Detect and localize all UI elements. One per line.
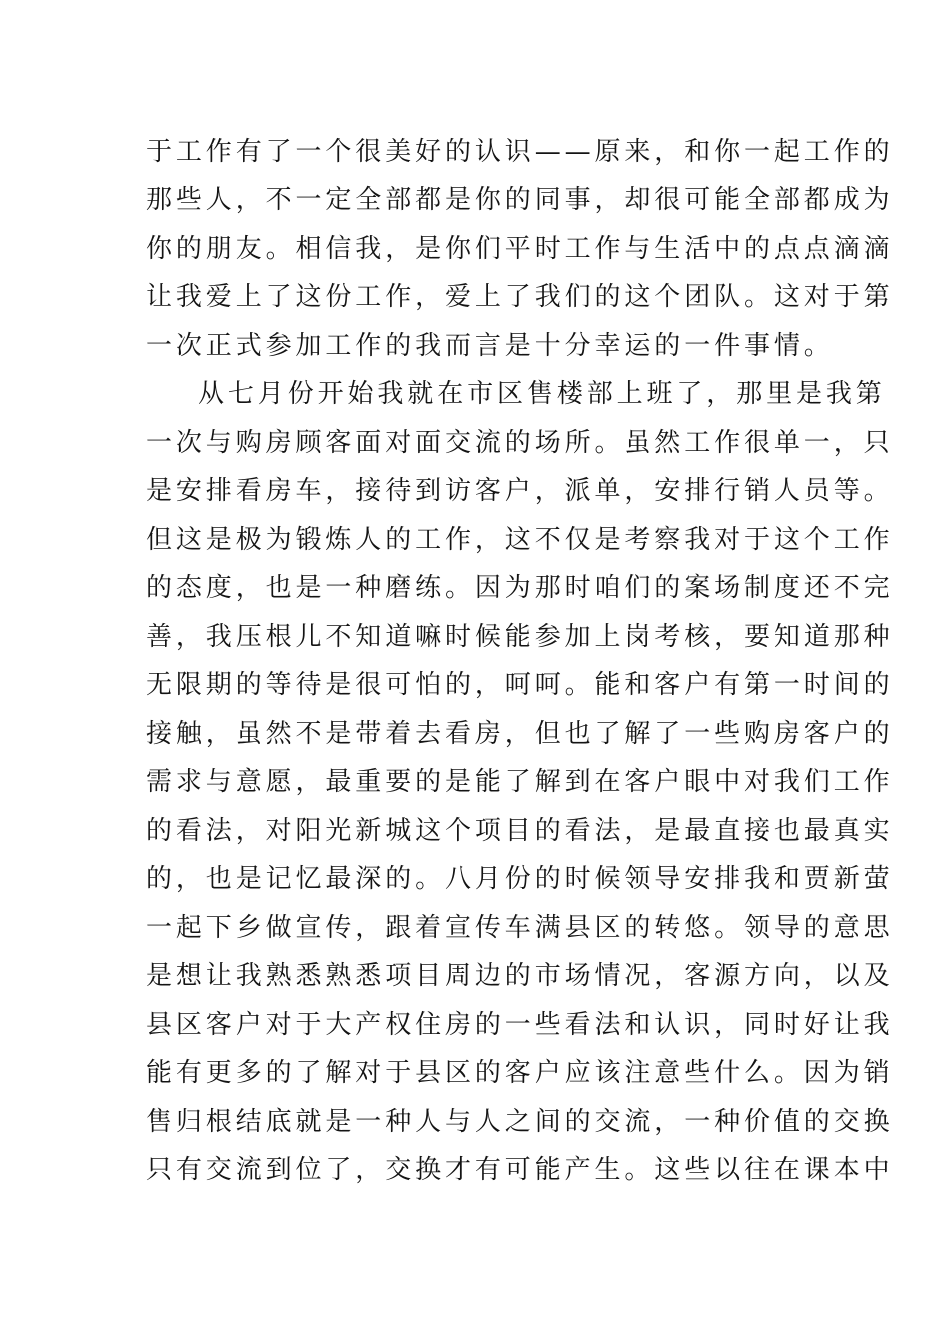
text-line: 善，我压根儿不知道嘛时候能参加上岗考核，要知道那种 — [146, 622, 894, 652]
text-line: 是想让我熟悉熟悉项目周边的市场情况，客源方向，以及 — [146, 961, 894, 991]
text-line: 县区客户对于大产权住房的一些看法和认识，同时好让我 — [146, 1010, 894, 1040]
text-line: 一起下乡做宣传，跟着宣传车满县区的转悠。领导的意思 — [146, 913, 894, 943]
paragraph-first-line: 从七月份开始我就在市区售楼部上班了，那里是我第 — [198, 379, 886, 409]
text-line: 于工作有了一个很美好的认识——原来，和你一起工作的 — [146, 137, 894, 167]
text-line: 但这是极为锻炼人的工作，这不仅是考察我对于这个工作 — [146, 525, 894, 555]
text-line: 一次正式参加工作的我而言是十分幸运的一件事情。 — [146, 331, 834, 361]
text-line: 的看法，对阳光新城这个项目的看法，是最直接也最真实 — [146, 816, 894, 846]
text-line: 让我爱上了这份工作，爱上了我们的这个团队。这对于第 — [146, 282, 894, 312]
text-line: 是安排看房车，接待到访客户，派单，安排行销人员等。 — [146, 476, 894, 506]
text-line: 需求与意愿，最重要的是能了解到在客户眼中对我们工作 — [146, 767, 894, 797]
text-line: 的态度，也是一种磨练。因为那时咱们的案场制度还不完 — [146, 573, 894, 603]
text-line: 能有更多的了解对于县区的客户应该注意些什么。因为销 — [146, 1058, 894, 1088]
text-line: 接触，虽然不是带着去看房，但也了解了一些购房客户的 — [146, 719, 894, 749]
text-line: 一次与购房顾客面对面交流的场所。虽然工作很单一，只 — [146, 428, 894, 458]
text-line: 你的朋友。相信我，是你们平时工作与生活中的点点滴滴 — [146, 234, 894, 264]
text-line: 只有交流到位了，交换才有可能产生。这些以往在课本中 — [146, 1155, 894, 1185]
text-line: 的，也是记忆最深的。八月份的时候领导安排我和贾新萤 — [146, 864, 894, 894]
text-line: 无限期的等待是很可怕的，呵呵。能和客户有第一时间的 — [146, 670, 894, 700]
text-line: 那些人，不一定全部都是你的同事，却很可能全部都成为 — [146, 185, 894, 215]
text-line: 售归根结底就是一种人与人之间的交流，一种价值的交换 — [146, 1107, 894, 1137]
